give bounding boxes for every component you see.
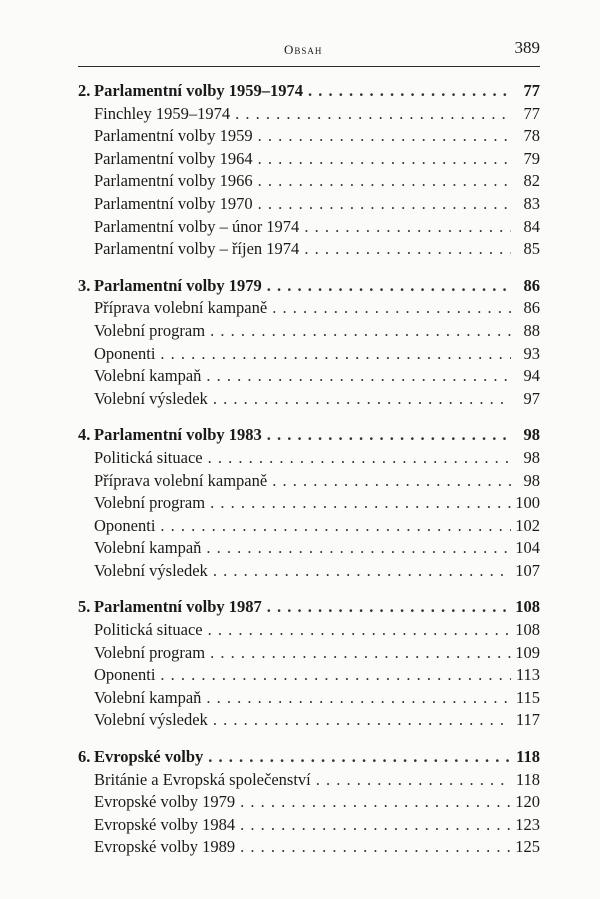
chapter-page: 98 [523,425,540,445]
entry-page: 115 [515,687,540,707]
chapter-title: Parlamentní volby 1959–1974 [94,81,303,100]
chapter-title: Parlamentní volby 1979 [94,275,262,295]
dot-leader [206,365,511,388]
dot-leader [267,275,511,298]
dot-leader [208,619,511,642]
table-of-contents [78,80,540,873]
entry-title: Oponenti [94,665,156,685]
entry-page: 118 [515,769,540,789]
toc-entry-row[interactable] [78,320,540,343]
entry-title: Evropské volby 1979 [94,792,236,812]
toc-section [78,746,540,859]
chapter-page: 108 [515,597,540,617]
chapter-number: 6. [78,747,91,767]
dot-leader [240,814,511,837]
entry-page: 107 [515,560,540,580]
entry-title: Británie a Evropská společenství [94,769,311,789]
entry-page: 98 [523,470,540,490]
chapter-page: 77 [523,81,540,100]
entry-page: 84 [523,216,540,236]
toc-entry-row[interactable] [78,560,540,583]
entry-title: Evropské volby 1984 [94,814,236,834]
entry-title: Příprava volební kampaně [94,470,268,490]
toc-entry-row[interactable] [78,447,540,470]
entry-title: Volební program [94,320,206,340]
entry-page: 93 [523,343,540,363]
toc-entry-row[interactable] [78,216,540,239]
running-header-page-number: 389 [514,38,540,57]
entry-title: Příprava volební kampaně [94,298,268,318]
dot-leader [213,709,511,732]
dot-leader [316,769,511,792]
entry-title: Politická situace [94,447,203,467]
toc-entry-row[interactable] [78,687,540,710]
dot-leader [213,388,511,411]
chapter-number: 3. [78,275,91,295]
chapter-number: 5. [78,597,91,617]
dot-leader [210,642,511,665]
entry-title: Volební výsledek [94,388,208,408]
entry-title: Volební výsledek [94,710,208,730]
dot-leader [240,836,511,859]
dot-leader [267,424,511,447]
toc-chapter-row[interactable] [78,746,540,769]
dot-leader [267,596,511,619]
toc-chapter-row[interactable] [78,596,540,619]
entry-page: 77 [523,103,540,123]
dot-leader [210,320,511,343]
chapter-title: Parlamentní volby 1987 [94,597,262,617]
entry-page: 83 [523,193,540,213]
toc-chapter-row[interactable] [78,424,540,447]
toc-entry-row[interactable] [78,170,540,193]
toc-entry-row[interactable] [78,297,540,320]
entry-page: 117 [515,710,540,730]
toc-entry-row[interactable] [78,365,540,388]
toc-entry-row[interactable] [78,619,540,642]
dot-leader [160,343,511,366]
entry-title: Volební kampaň [94,366,202,386]
entry-title: Parlamentní volby – říjen 1974 [94,239,300,259]
entry-title: Volební výsledek [94,560,208,580]
dot-leader [304,238,511,261]
toc-entry-row[interactable] [78,343,540,366]
dot-leader [308,80,511,103]
dot-leader [160,515,511,538]
entry-title: Parlamentní volby 1959 [94,126,253,146]
toc-entry-row[interactable] [78,537,540,560]
toc-entry-row[interactable] [78,709,540,732]
dot-leader [272,297,511,320]
toc-entry-row[interactable] [78,836,540,859]
toc-entry-row[interactable] [78,642,540,665]
toc-entry-row[interactable] [78,148,540,171]
entry-page: 123 [515,814,540,834]
toc-entry-row[interactable] [78,103,540,126]
entry-title: Parlamentní volby 1966 [94,171,253,191]
toc-entry-row[interactable] [78,814,540,837]
running-header-title: Obsah [284,42,323,57]
dot-leader [213,560,511,583]
entry-page: 82 [523,171,540,191]
entry-title: Oponenti [94,515,156,535]
page-header [78,36,540,67]
entry-page: 125 [515,837,540,857]
entry-page: 79 [523,148,540,168]
dot-leader [208,447,511,470]
dot-leader [258,148,511,171]
entry-page: 86 [523,298,540,318]
dot-leader [304,216,511,239]
dot-leader [206,687,511,710]
entry-page: 98 [523,447,540,467]
entry-page: 113 [515,665,540,685]
entry-page: 85 [523,239,540,259]
entry-page: 109 [515,642,540,662]
toc-entry-row[interactable] [78,769,540,792]
entry-page: 78 [523,126,540,146]
dot-leader [258,193,511,216]
entry-page: 88 [523,320,540,340]
dot-leader [208,746,511,769]
entry-title: Parlamentní volby 1964 [94,148,253,168]
toc-entry-row[interactable] [78,664,540,687]
entry-page: 102 [515,515,540,535]
entry-page: 108 [515,620,540,640]
entry-title: Politická situace [94,620,203,640]
toc-section [78,275,540,411]
chapter-number: 4. [78,425,91,445]
toc-entry-row[interactable] [78,193,540,216]
chapter-page: 86 [523,275,540,295]
entry-title: Volební program [94,642,206,662]
dot-leader [258,170,511,193]
entry-page: 97 [523,388,540,408]
dot-leader [206,537,511,560]
toc-entry-row[interactable] [78,515,540,538]
dot-leader [210,492,511,515]
toc-entry-row[interactable] [78,125,540,148]
toc-entry-row[interactable] [78,492,540,515]
toc-section [78,424,540,582]
entry-page: 100 [515,493,540,513]
toc-chapter-row[interactable] [78,80,540,103]
entry-title: Parlamentní volby 1970 [94,193,253,213]
toc-entry-row[interactable] [78,388,540,411]
toc-section [78,80,540,261]
toc-entry-row[interactable] [78,791,540,814]
chapter-number: 2. [78,81,91,100]
entry-title: Oponenti [94,343,156,363]
entry-page: 104 [515,538,540,558]
chapter-title: Evropské volby [94,747,204,767]
dot-leader [235,103,511,126]
entry-title: Volební kampaň [94,538,202,558]
entry-title: Volební kampaň [94,687,202,707]
chapter-title: Parlamentní volby 1983 [94,425,262,445]
toc-entry-row[interactable] [78,470,540,493]
entry-title: Volební program [94,493,206,513]
entry-title: Parlamentní volby – únor 1974 [94,216,300,236]
entry-title: Finchley 1959–1974 [94,103,231,123]
toc-section [78,596,540,732]
toc-chapter-row[interactable] [78,275,540,298]
toc-entry-row[interactable] [78,238,540,261]
entry-page: 120 [515,792,540,812]
dot-leader [240,791,511,814]
dot-leader [272,470,511,493]
chapter-page: 118 [516,747,540,767]
dot-leader [258,125,511,148]
entry-page: 94 [523,366,540,386]
dot-leader [160,664,511,687]
entry-title: Evropské volby 1989 [94,837,236,857]
